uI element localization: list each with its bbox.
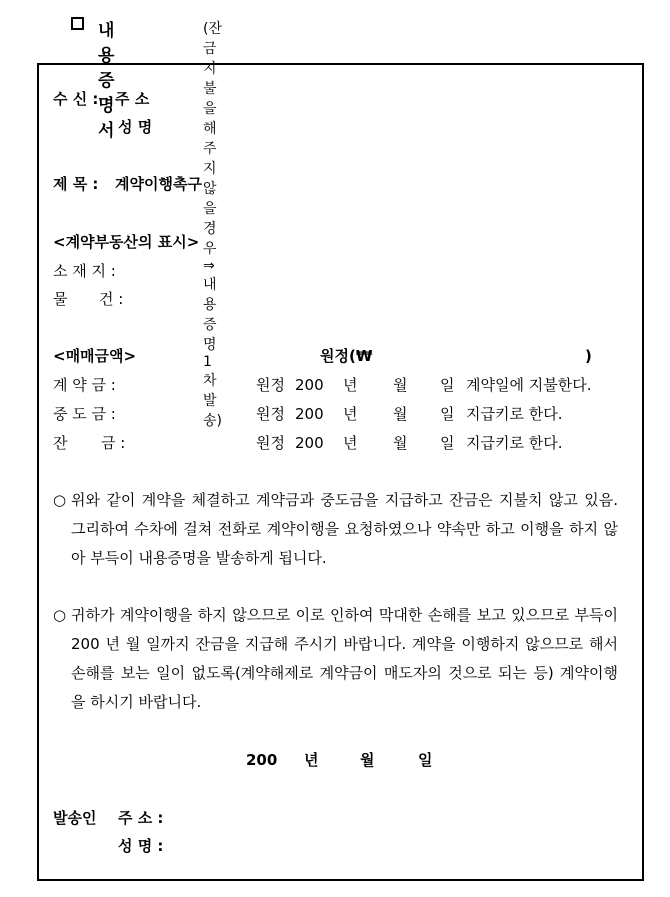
price-amount-prefix: 원정(₩	[320, 347, 373, 365]
paragraph-text: 위와 같이 계약을 체결하고 계약금과 중도금을 지급하고 잔금은 지불치 않고 있음. 그리하여 수차에 걸쳐 전화로 계약이행을 요청하였으나 약속만 하고 이행을 하지 않아 부득이 내용증명을 발송하게 됩니다.	[71, 491, 618, 567]
price-row-il: 일	[440, 434, 455, 452]
sender-label: 발송인	[53, 809, 97, 827]
date-year: 200	[246, 751, 278, 769]
recipient-label: 수 신 :	[53, 90, 99, 108]
price-row-year: 200	[295, 376, 324, 394]
price-row-won: 원정	[256, 434, 285, 452]
price-row-wol: 월	[393, 434, 408, 452]
property-building-label-a: 물	[53, 290, 68, 308]
price-row-won: 원정	[256, 405, 285, 423]
property-building-label-b: 건 :	[99, 290, 124, 308]
price-row-wol: 월	[393, 405, 408, 423]
date-wol: 월	[360, 751, 375, 769]
price-row-wol: 월	[393, 376, 408, 394]
price-row-label-b: 금 :	[101, 434, 126, 452]
price-row-year: 200	[295, 405, 324, 423]
sender-address-label: 주 소 :	[118, 809, 164, 827]
paragraph-text: 귀하가 계약이행을 하지 않으므로 이로 인하여 막대한 손해를 보고 있으므로 부득이 200 년 월 일까지 잔금을 지급해 주시기 바랍니다. 계약을 이행하지 않으므로 해서 손해를 보는 일이 없도록(계약해제로 계약금이 매도자의 것으로 되는 등) 계약이행을 하시기 바랍니다.	[71, 606, 618, 711]
price-row-desc: 지급키로 한다.	[466, 434, 563, 452]
circle-bullet-icon: ○	[53, 491, 67, 509]
price-heading: <매매금액>	[53, 347, 137, 365]
recipient-address-label: 주 소	[115, 90, 150, 108]
price-row-nyeon: 년	[343, 405, 358, 423]
price-row-nyeon: 년	[343, 376, 358, 394]
price-row-year: 200	[295, 434, 324, 452]
title-main: 내용증명서	[98, 21, 115, 141]
price-row-label: 계 약 금 :	[53, 376, 116, 394]
circle-bullet-icon: ○	[53, 606, 67, 624]
sender-name-label: 성 명 :	[118, 837, 164, 855]
price-row-il: 일	[440, 405, 455, 423]
price-row-label: 중 도 금 :	[53, 405, 116, 423]
subject-label: 제 목 :	[53, 175, 99, 193]
price-row-il: 일	[440, 376, 455, 394]
title-subtitle: (잔금 지불을 해주지 않을 경우 ⇒ 내용증명 1차 발송)	[203, 21, 222, 429]
paragraph-2	[53, 601, 618, 717]
date-nyeon: 년	[304, 751, 319, 769]
recipient-name-label: 성 명	[118, 118, 153, 136]
price-row-won: 원정	[256, 376, 285, 394]
paragraph-1	[53, 486, 618, 573]
square-bullet-icon	[71, 17, 84, 30]
price-amount-suffix: )	[585, 347, 592, 365]
price-row-nyeon: 년	[343, 434, 358, 452]
date-il: 일	[418, 751, 433, 769]
price-row-desc: 계약일에 지불한다.	[466, 376, 592, 394]
property-location-label: 소 재 지 :	[53, 262, 116, 280]
property-heading: <계약부동산의 표시>	[53, 233, 200, 251]
price-row-desc: 지급키로 한다.	[466, 405, 563, 423]
price-row-label-a: 잔	[53, 434, 68, 452]
subject-value: 계약이행촉구	[115, 175, 202, 193]
